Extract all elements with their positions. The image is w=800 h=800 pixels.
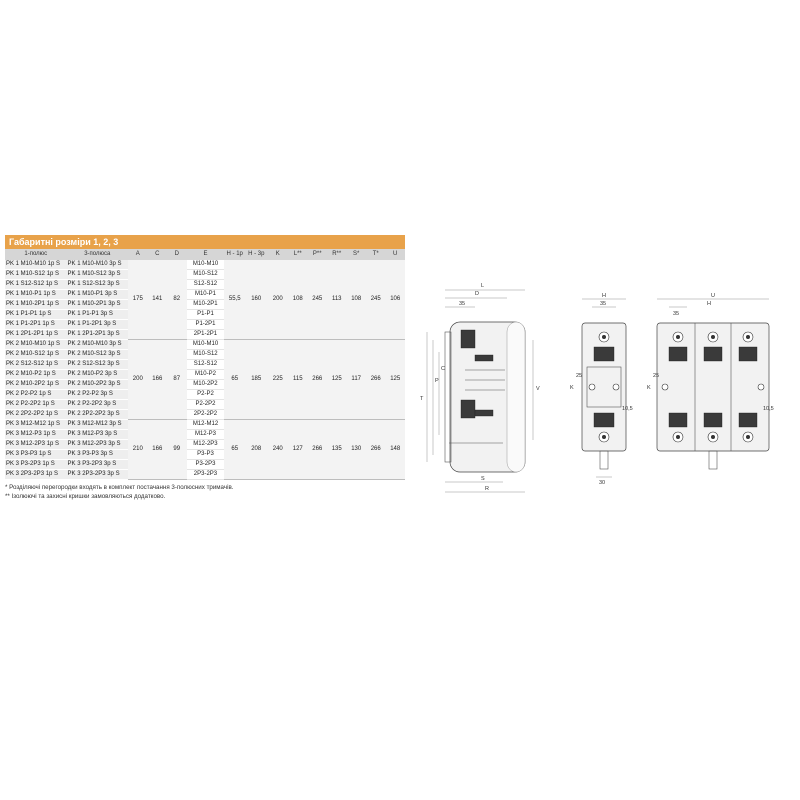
column-header: E (187, 249, 225, 260)
dim-K-1p: K (570, 385, 574, 391)
column-header: 1-полюс (5, 249, 67, 260)
size-group-2 (5, 340, 405, 420)
model-1p: PK 2 M10-P2 1p S (5, 370, 67, 380)
terminal-type: M10-2P1 (187, 300, 225, 310)
terminal-type: M10-M10 (187, 340, 225, 350)
model-3p: PK 3 2P3-2P3 3p S (67, 470, 129, 480)
dimension-value: 166 (148, 420, 167, 480)
dimension-value: 125 (385, 340, 405, 420)
dimension-value: 160 (245, 260, 268, 340)
model-1p: PK 3 P3-2P3 1p S (5, 460, 67, 470)
lower-contact (461, 400, 475, 418)
dimension-value: 225 (268, 340, 289, 420)
dimension-value: 240 (268, 420, 289, 480)
model-3p: PK 2 P2-P2 3p S (67, 390, 129, 400)
dimension-value: 99 (167, 420, 186, 480)
dimension-value: 82 (167, 260, 186, 340)
table-row (5, 340, 405, 350)
model-1p: PK 1 P1-P1 1p S (5, 310, 67, 320)
footnote-2: ** Ізолюючі та захисні кришки замовляються додатково. (5, 493, 166, 500)
dimension-value: 115 (288, 340, 307, 420)
model-3p: PK 3 M12-P3 3p S (67, 430, 129, 440)
table-row (5, 260, 405, 270)
dimension-value: 148 (385, 420, 405, 480)
size-group-3 (5, 420, 405, 480)
dimension-value: 106 (385, 260, 405, 340)
dim-25-3p: 25 (653, 373, 660, 379)
terminal-type: P3-P3 (187, 450, 225, 460)
terminal-type: M12-P3 (187, 430, 225, 440)
column-header: L** (288, 249, 307, 260)
dim-30-1p: 30 (599, 480, 606, 485)
model-1p: PK 3 M12-M12 1p S (5, 420, 67, 430)
model-3p: PK 3 P3-P3 3p S (67, 450, 129, 460)
dimension-value: 65 (224, 340, 245, 420)
terminal-type: 2P2-2P2 (187, 410, 225, 420)
model-3p: PK 1 P1-P1 3p S (67, 310, 129, 320)
side-view-drawing (415, 270, 565, 500)
terminal-type: M10-P1 (187, 290, 225, 300)
dimension-value: 185 (245, 340, 268, 420)
model-1p: PK 2 P2-2P2 1p S (5, 400, 67, 410)
dimension-value: 55,5 (224, 260, 245, 340)
terminal-type: P2-2P2 (187, 400, 225, 410)
front-view-3p-drawing (645, 285, 785, 485)
model-3p: PK 3 M12-M12 3p S (67, 420, 129, 430)
column-header: D (167, 249, 186, 260)
dim-H-3p: H (707, 301, 711, 307)
model-3p: PK 3 M12-2P3 3p S (67, 440, 129, 450)
model-3p: PK 2 M10-P2 3p S (67, 370, 129, 380)
model-3p: PK 2 S12-S12 3p S (67, 360, 129, 370)
model-1p: PK 1 P1-2P1 1p S (5, 320, 67, 330)
terminal-type: P1-P1 (187, 310, 225, 320)
column-header: P** (308, 249, 327, 260)
model-1p: PK 1 M10-M10 1p S (5, 260, 67, 270)
column-header: H - 3p (245, 249, 268, 260)
dimension-value: 175 (128, 260, 147, 340)
column-header: A (128, 249, 147, 260)
terminal-type: P1-2P1 (187, 320, 225, 330)
dimension-value: 245 (366, 260, 385, 340)
dimension-value: 200 (128, 340, 147, 420)
column-header: 3-полюса (67, 249, 129, 260)
model-1p: PK 3 2P3-2P3 1p S (5, 470, 67, 480)
terminal-type: M10-P2 (187, 370, 225, 380)
dim-R: R (485, 486, 489, 492)
dimension-value: 166 (148, 340, 167, 420)
model-3p: PK 2 2P2-2P2 3p S (67, 410, 129, 420)
footnote-1: * Розділяючі перегородки входять в комплект постачання 3-полюсних тримачів. (5, 484, 234, 491)
model-3p: PK 2 M10-S12 3p S (67, 350, 129, 360)
dimensions-table-panel (5, 235, 405, 501)
column-header: T* (366, 249, 385, 260)
terminal-type: P3-2P3 (187, 460, 225, 470)
model-3p: PK 1 M10-M10 3p S (67, 260, 129, 270)
dim-P: P (435, 378, 439, 384)
dim-L: L (481, 283, 485, 289)
dim-V: V (536, 386, 540, 392)
dimension-value: 127 (288, 420, 307, 480)
model-1p: PK 3 M12-P3 1p S (5, 430, 67, 440)
dimension-value: 108 (288, 260, 307, 340)
column-header: U (385, 249, 405, 260)
terminal-type: M12-M12 (187, 420, 225, 430)
dim-C: C (441, 366, 445, 372)
dimension-value: 208 (245, 420, 268, 480)
model-1p: PK 1 M10-P1 1p S (5, 290, 67, 300)
side-cover (507, 322, 525, 472)
model-3p: PK 1 P1-2P1 3p S (67, 320, 129, 330)
dim-35-side: 35 (459, 301, 466, 307)
model-1p: PK 2 M10-2P2 1p S (5, 380, 67, 390)
dimension-value: 108 (346, 260, 365, 340)
dimension-value: 130 (346, 420, 365, 480)
dim-S: S (481, 476, 485, 482)
dim-K-3p: K (647, 385, 651, 391)
terminal-type: P2-P2 (187, 390, 225, 400)
model-1p: PK 1 S12-S12 1p S (5, 280, 67, 290)
terminal-type: S12-S12 (187, 360, 225, 370)
terminal-type: 2P3-2P3 (187, 470, 225, 480)
dim-T: T (420, 396, 424, 402)
model-1p: PK 3 P3-P3 1p S (5, 450, 67, 460)
lower-clip (475, 410, 493, 416)
dimension-value: 266 (366, 420, 385, 480)
column-header: C (148, 249, 167, 260)
model-1p: PK 2 2P2-2P2 1p S (5, 410, 67, 420)
model-1p: PK 2 S12-S12 1p S (5, 360, 67, 370)
model-3p: PK 1 M10-S12 3p S (67, 270, 129, 280)
model-1p: PK 2 M10-M10 1p S (5, 340, 67, 350)
model-3p: PK 2 P2-2P2 3p S (67, 400, 129, 410)
footnotes (5, 483, 405, 501)
dim-H-1p: H (602, 293, 606, 299)
dimension-value: 113 (327, 260, 346, 340)
column-header: R** (327, 249, 346, 260)
model-1p: PK 2 P2-P2 1p S (5, 390, 67, 400)
dimension-value: 141 (148, 260, 167, 340)
dim-105-3p: 10,5 (763, 406, 774, 412)
dim-25-1p: 25 (576, 373, 583, 379)
model-3p: PK 1 2P1-2P1 3p S (67, 330, 129, 340)
model-1p: PK 1 M10-2P1 1p S (5, 300, 67, 310)
table-row (5, 420, 405, 430)
dimension-value: 266 (366, 340, 385, 420)
dimension-value: 200 (268, 260, 289, 340)
model-3p: PK 1 M10-P1 3p S (67, 290, 129, 300)
dim-U-3p: U (711, 293, 715, 299)
terminal-type: M10-S12 (187, 270, 225, 280)
table-header (5, 249, 405, 260)
front-view-1p-drawing (562, 285, 647, 485)
terminal-type: S12-S12 (187, 280, 225, 290)
model-1p: PK 2 M10-S12 1p S (5, 350, 67, 360)
dimension-value: 117 (346, 340, 365, 420)
dim-D: D (475, 291, 479, 297)
dimensions-table (5, 249, 405, 480)
dimension-value: 266 (308, 340, 327, 420)
dim-35-3p: 35 (673, 311, 680, 317)
dimension-value: 266 (308, 420, 327, 480)
dimension-value: 245 (308, 260, 327, 340)
terminal-type: M10-2P2 (187, 380, 225, 390)
terminal-type: M12-2P3 (187, 440, 225, 450)
model-1p: PK 1 2P1-2P1 1p S (5, 330, 67, 340)
dimension-value: 65 (224, 420, 245, 480)
dimension-value: 210 (128, 420, 147, 480)
dimension-value: 135 (327, 420, 346, 480)
dim-35-1p: 35 (600, 301, 607, 307)
dimension-value: 125 (327, 340, 346, 420)
table-title: Габаритні розміри 1, 2, 3 (5, 235, 405, 249)
model-3p: PK 2 M10-2P2 3p S (67, 380, 129, 390)
model-3p: PK 1 S12-S12 3p S (67, 280, 129, 290)
dimension-value: 87 (167, 340, 186, 420)
dim-105-1p: 10,5 (622, 406, 633, 412)
column-header: K (268, 249, 289, 260)
model-3p: PK 2 M10-M10 3p S (67, 340, 129, 350)
model-3p: PK 3 P3-2P3 3p S (67, 460, 129, 470)
upper-contact (461, 330, 475, 348)
model-1p: PK 3 M12-2P3 1p S (5, 440, 67, 450)
terminal-type: M10-S12 (187, 350, 225, 360)
terminal-type: M10-M10 (187, 260, 225, 270)
model-3p: PK 1 M10-2P1 3p S (67, 300, 129, 310)
column-header: S* (346, 249, 365, 260)
size-group-1 (5, 260, 405, 340)
column-header: H - 1p (224, 249, 245, 260)
terminal-type: 2P1-2P1 (187, 330, 225, 340)
model-1p: PK 1 M10-S12 1p S (5, 270, 67, 280)
upper-clip (475, 355, 493, 361)
